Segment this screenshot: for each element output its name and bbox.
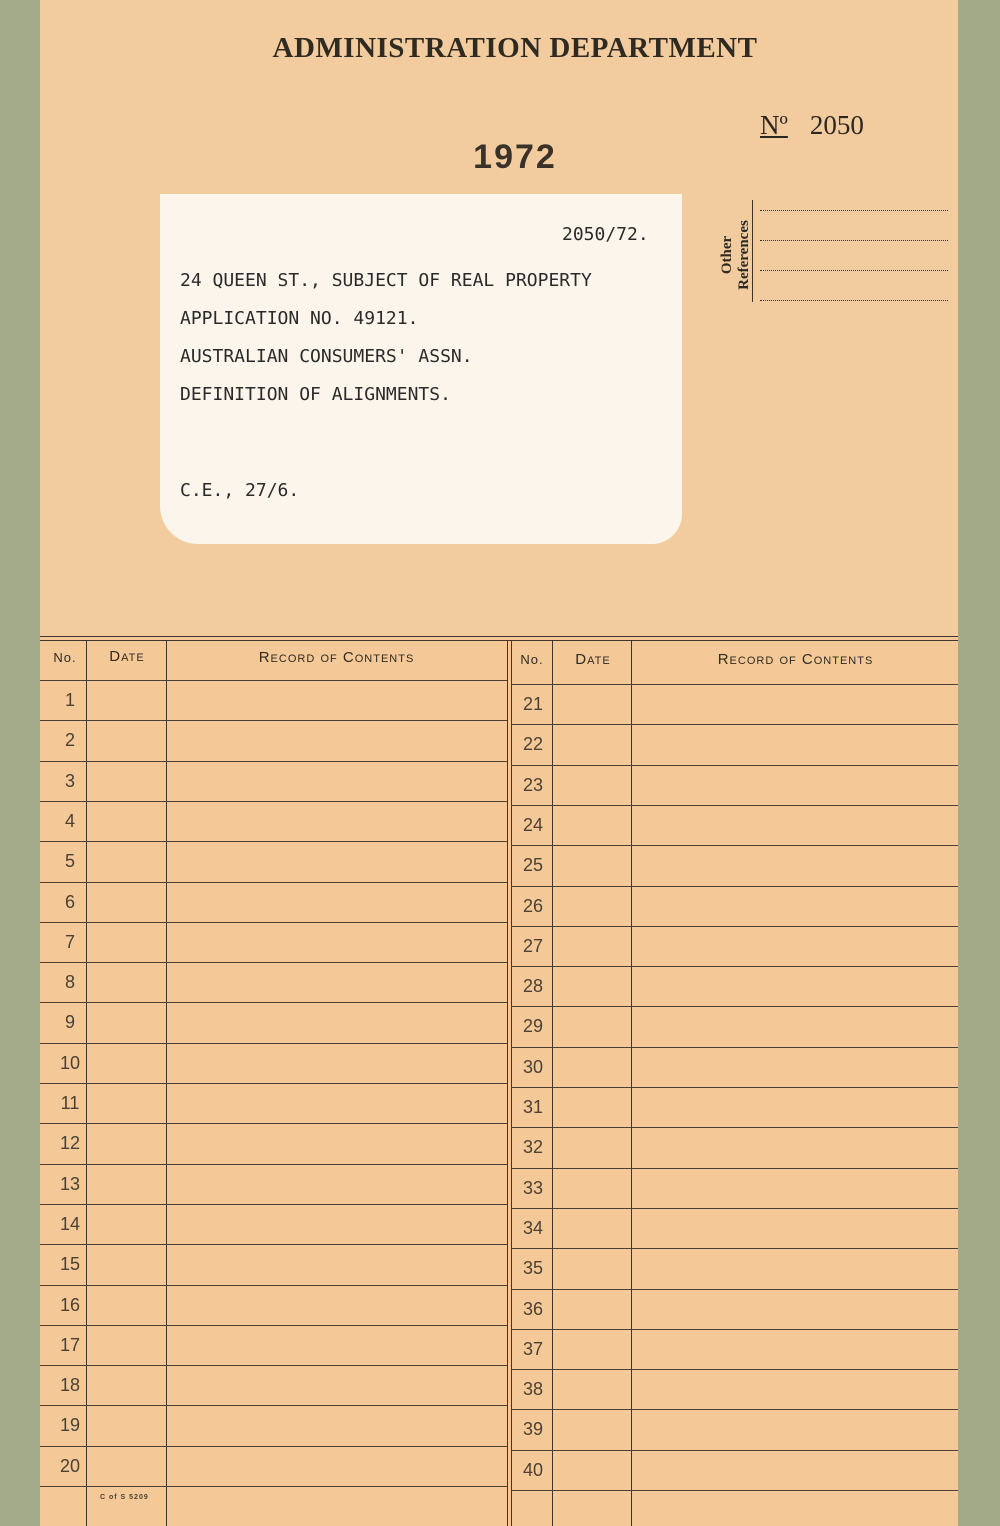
row-rule-right [511,684,958,685]
row-rule-left [40,801,507,802]
file-number-value: 2050 [809,110,864,140]
row-number: 26 [522,896,544,916]
row-rule-right [511,1490,958,1491]
row-number: 35 [522,1258,544,1278]
row-number: 2 [64,730,75,750]
row-number: 16 [59,1295,81,1315]
row-number: 12 [59,1133,81,1153]
row-number: 20 [59,1456,81,1476]
row-number: 28 [522,976,544,996]
row-number: 29 [522,1016,544,1036]
other-references-brace [752,200,761,302]
header-record-left: Record of Contents [258,649,415,666]
row-rule-right [511,1168,958,1169]
row-rule-right [511,1087,958,1088]
row-rule-right [511,1329,958,1330]
row-number: 31 [522,1097,544,1117]
row-number: 22 [522,734,544,754]
row-number: 1 [64,690,75,710]
row-rule-left [40,1365,507,1366]
row-rule-left [40,841,507,842]
label-reference: 2050/72. [562,224,649,245]
row-number: 8 [64,972,75,992]
row-number: 27 [522,936,544,956]
row-rule-right [511,845,958,846]
row-rule-right [511,886,958,887]
row-rule-left [40,1083,507,1084]
row-rule-right [511,1006,958,1007]
number-sign: Nº [760,110,788,140]
header-no-right: No. [520,652,544,667]
label-line: APPLICATION NO. 49121. [180,308,419,329]
header-record-right: Record of Contents [717,651,874,668]
row-rule-right [511,1127,958,1128]
row-rule-right [511,966,958,967]
label-line: DEFINITION OF ALIGNMENTS. [180,384,451,405]
file-number [760,110,920,141]
row-rule-right [511,1248,958,1249]
row-rule-right [511,724,958,725]
row-number: 4 [64,811,75,831]
row-number: 7 [64,932,75,952]
row-number: 15 [59,1254,81,1274]
row-rule-right [511,1450,958,1451]
header-date-right: Date [575,651,611,668]
row-rule-left [40,1244,507,1245]
row-number: 9 [64,1012,75,1032]
other-references-label: Other References [719,220,752,290]
row-rule-left [40,1204,507,1205]
row-number: 37 [522,1339,544,1359]
row-number: 34 [522,1218,544,1238]
row-number: 6 [64,892,75,912]
row-rule-right [511,1208,958,1209]
reference-line [760,300,948,301]
row-rule-right [511,1369,958,1370]
row-number: 24 [522,815,544,835]
row-rule-left [40,720,507,721]
row-rule-left [40,882,507,883]
row-rule-right [511,805,958,806]
table-top-rule [40,640,958,641]
row-rule-left [40,1325,507,1326]
row-rule-left [40,680,507,681]
row-rule-left [40,761,507,762]
binding-strip-left [0,0,40,1526]
row-number: 10 [59,1053,81,1073]
row-number: 36 [522,1299,544,1319]
reference-line [760,210,948,211]
row-number: 30 [522,1057,544,1077]
department-title: ADMINISTRATION DEPARTMENT [272,32,758,64]
file-year: 1972 [473,138,557,176]
row-rule-right [511,765,958,766]
row-number: 39 [522,1419,544,1439]
label-line: AUSTRALIAN CONSUMERS' ASSN. [180,346,473,367]
row-number: 32 [522,1137,544,1157]
row-number: 40 [522,1460,544,1480]
label-initials: C.E., 27/6. [180,480,300,501]
row-number: 13 [59,1174,81,1194]
row-rule-left [40,962,507,963]
row-number: 21 [522,694,544,714]
table-top-rule [40,636,958,637]
reference-line [760,240,948,241]
row-number: 11 [60,1093,80,1113]
row-number: 23 [522,775,544,795]
reference-line [760,270,948,271]
label-line: 24 QUEEN ST., SUBJECT OF REAL PROPERTY [180,270,592,291]
row-rule-right [511,1047,958,1048]
header-no-left: No. [53,650,77,665]
row-rule-left [40,1123,507,1124]
row-number: 38 [522,1379,544,1399]
subject-label-card [160,194,682,544]
row-number: 14 [59,1214,81,1234]
binding-strip-right [958,0,1000,1526]
row-rule-left [40,1285,507,1286]
row-rule-right [511,926,958,927]
row-rule-right [511,1289,958,1290]
row-rule-left [40,922,507,923]
row-rule-left [40,1164,507,1165]
row-number: 33 [522,1178,544,1198]
column-divider [631,640,632,1526]
row-number: 19 [59,1415,81,1435]
row-number: 3 [64,771,75,791]
header-date-left: Date [109,648,145,665]
row-number: 18 [59,1375,81,1395]
form-code: C of S 5209 [100,1494,149,1501]
row-rule-left [40,1043,507,1044]
row-rule-right [511,1409,958,1410]
row-rule-left [40,1405,507,1406]
row-rule-left [40,1446,507,1447]
row-rule-left [40,1002,507,1003]
other-references-box [700,200,760,300]
row-rule-left [40,1486,507,1487]
row-number: 25 [522,855,544,875]
row-number: 5 [64,851,75,871]
row-number: 17 [59,1335,81,1355]
